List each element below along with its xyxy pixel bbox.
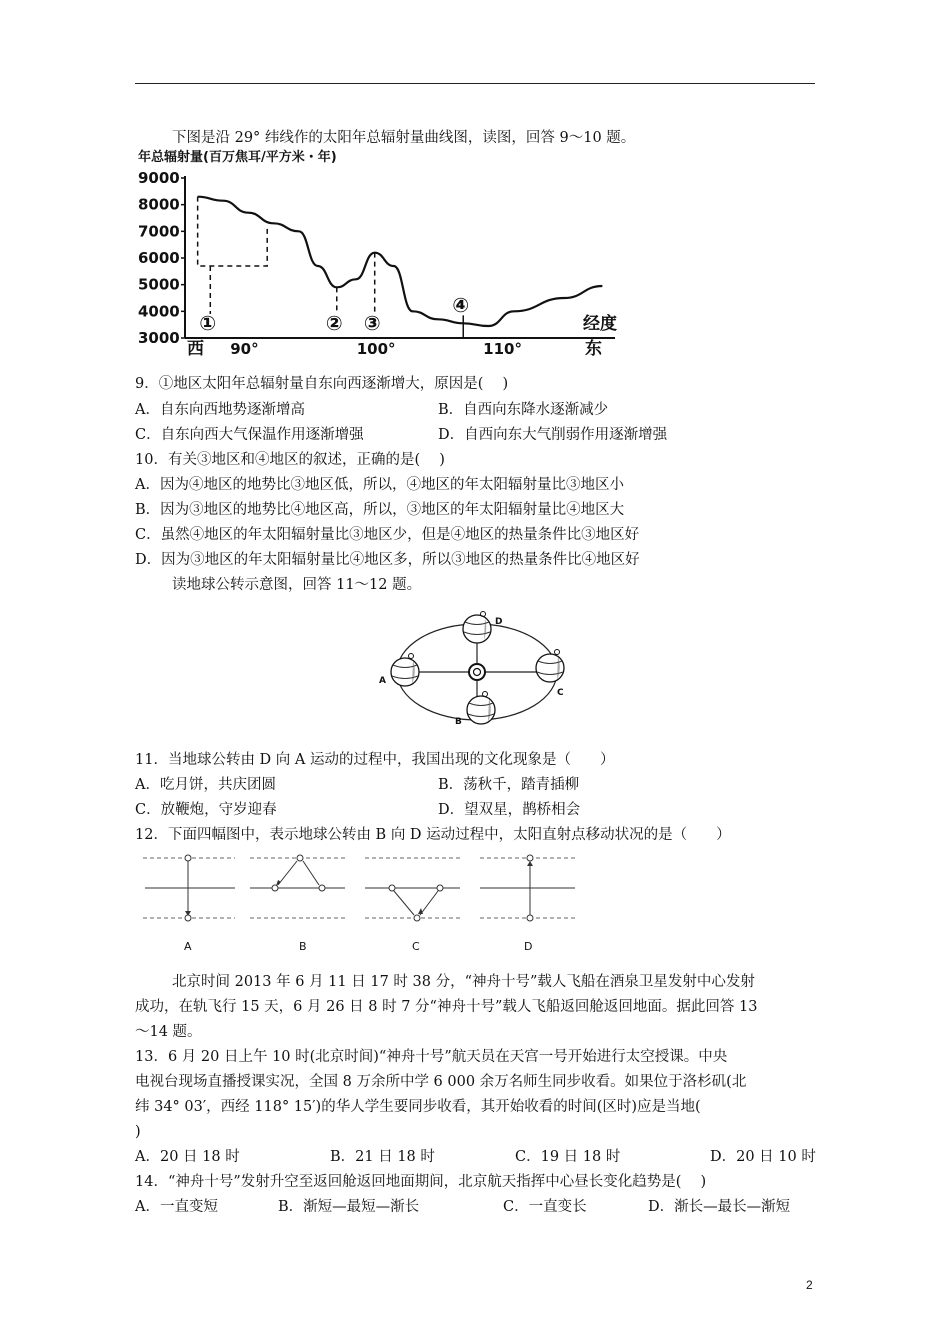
- q13-line2: 电视台现场直播授课实况，全国 8 万余所中学 6 000 余万名师生同步收看。如果位于洛杉矶(北: [135, 1074, 747, 1090]
- sun-icon: [469, 664, 485, 680]
- y-tick-label: 5000: [138, 275, 180, 294]
- q11-option-c: C．放鞭炮，守岁迎春: [135, 802, 277, 818]
- q14-option-c: C．一直变长: [503, 1199, 587, 1215]
- y-tick-label: 7000: [138, 222, 180, 241]
- q14-stem: 14．“神舟十号”发射升空至返回舱返回地面期间，北京航天指挥中心昼长变化趋势是( ): [135, 1174, 707, 1190]
- intro-radiation: 下图是沿 29° 纬线作的太阳年总辐射量曲线图，读图，回答 9～10 题。: [172, 130, 636, 146]
- subsolar-label-c: C: [412, 940, 420, 953]
- marker-label-2: ②: [325, 311, 343, 335]
- page-number: 2: [806, 1278, 813, 1292]
- q11-option-a: A．吃月饼，共庆团圆: [135, 777, 276, 793]
- subsolar-diagram-a: [143, 855, 235, 921]
- q10-stem: 10．有关③地区和④地区的叙述，正确的是( ): [135, 452, 445, 468]
- q13-option-b: B．21 日 18 时: [330, 1149, 435, 1165]
- q10-option-c: C．虽然④地区的年太阳辐射量比③地区少，但是④地区的热量条件比③地区好: [135, 527, 640, 543]
- subsolar-diagram-c: [365, 858, 460, 921]
- q9-option-b: B．自西向东降水逐渐减少: [438, 402, 609, 418]
- orbit-label-a: A: [379, 676, 386, 686]
- intro-orbit: 读地球公转示意图，回答 11～12 题。: [172, 577, 422, 593]
- q13-option-d: D．20 日 10 时: [710, 1149, 816, 1165]
- q12-stem: 12．下面四幅图中，表示地球公转由 B 向 D 运动过程中，太阳直射点移动状况的是（ ）: [135, 827, 731, 843]
- q9-option-d: D．自西向东大气削弱作用逐渐增强: [438, 427, 668, 443]
- orbit-label-d: D: [495, 617, 503, 627]
- q14-option-d: D．渐长—最长—渐短: [648, 1199, 791, 1215]
- q9-option-c: C．自东向西大气保温作用逐渐增强: [135, 427, 364, 443]
- x-tick-label: 110°: [483, 340, 522, 358]
- y-tick-label: 3000: [138, 329, 180, 347]
- q10-option-d: D．因为③地区的年太阳辐射量比④地区多，所以③地区的热量条件比④地区好: [135, 552, 640, 568]
- intro-shenzhou-line1: 北京时间 2013 年 6 月 11 日 17 时 38 分，“神舟十号”载人飞船在酒泉卫星发射中心发射: [172, 974, 755, 990]
- radiation-curve: [198, 197, 603, 326]
- intro-shenzhou-line2: 成功，在轨飞行 15 天，6 月 26 日 8 时 7 分“神舟十号”载人飞船返回舱返回地面。据此回答 13: [135, 999, 758, 1015]
- q13-line3: 纬 34° 03′，西经 118° 15′)的华人学生要同步收看，其开始收看的时间(区时)应是当地(: [135, 1099, 701, 1115]
- y-tick-label: 4000: [138, 302, 180, 321]
- subsolar-label-d: D: [524, 940, 533, 953]
- q11-option-b: B．荡秋千，踏青插柳: [438, 777, 580, 793]
- orbit-label-c: C: [557, 688, 564, 698]
- intro-shenzhou-line3: ～14 题。: [135, 1024, 202, 1040]
- marker-label-1: ①: [199, 311, 217, 335]
- q13-option-c: C．19 日 18 时: [515, 1149, 621, 1165]
- subsolar-diagrams: [135, 848, 585, 960]
- subsolar-diagram-b: [250, 855, 345, 918]
- chart-ylabel: 年总辐射量(百万焦耳/平方米・年): [138, 150, 337, 165]
- marker-label-3: ③: [363, 311, 381, 335]
- x-west-label: 西: [187, 339, 204, 359]
- orbit-diagram: [375, 610, 575, 735]
- q14-option-a: A．一直变短: [135, 1199, 218, 1215]
- x-tick-label: 90°: [230, 340, 259, 358]
- q9-stem: 9．①地区太阳年总辐射量自东向西逐渐增大，原因是( ): [135, 376, 509, 392]
- orbit-label-b: B: [455, 717, 462, 727]
- q11-option-d: D．望双星，鹊桥相会: [438, 802, 581, 818]
- marker-label-4: ④: [452, 293, 470, 317]
- radiation-chart: [135, 148, 645, 363]
- earth-icon-b: [467, 692, 495, 725]
- x-east-label: 东: [585, 339, 602, 359]
- subsolar-diagram-d: [480, 855, 575, 921]
- y-tick-label: 9000: [138, 169, 180, 187]
- chart-xlabel: 经度: [583, 314, 617, 334]
- earth-icon-c: [536, 650, 564, 683]
- earth-icon-a: [391, 654, 419, 687]
- q10-option-a: A．因为④地区的地势比③地区低，所以，④地区的年太阳辐射量比③地区小: [135, 477, 624, 493]
- x-tick-label: 100°: [356, 340, 396, 358]
- marker-1-guide: [198, 197, 268, 266]
- subsolar-label-a: A: [184, 940, 192, 953]
- q14-option-b: B．渐短—最短—渐长: [278, 1199, 420, 1215]
- q9-option-a: A．自东向西地势逐渐增高: [135, 402, 305, 418]
- earth-icon-d: [463, 612, 491, 644]
- subsolar-label-b: B: [299, 940, 307, 953]
- q13-option-a: A．20 日 18 时: [135, 1149, 240, 1165]
- y-tick-label: 8000: [138, 195, 180, 214]
- q10-option-b: B．因为③地区的地势比④地区高，所以，③地区的年太阳辐射量比④地区大: [135, 502, 625, 518]
- q13-line1: 13．6 月 20 日上午 10 时(北京时间)“神舟十号”航天员在天宫一号开始进行太空授课。中央: [135, 1049, 728, 1065]
- q11-stem: 11．当地球公转由 D 向 A 运动的过程中，我国出现的文化现象是（ ）: [135, 752, 615, 768]
- header-rule: [135, 83, 815, 84]
- y-tick-label: 6000: [138, 249, 180, 267]
- q13-line4: ): [135, 1124, 141, 1140]
